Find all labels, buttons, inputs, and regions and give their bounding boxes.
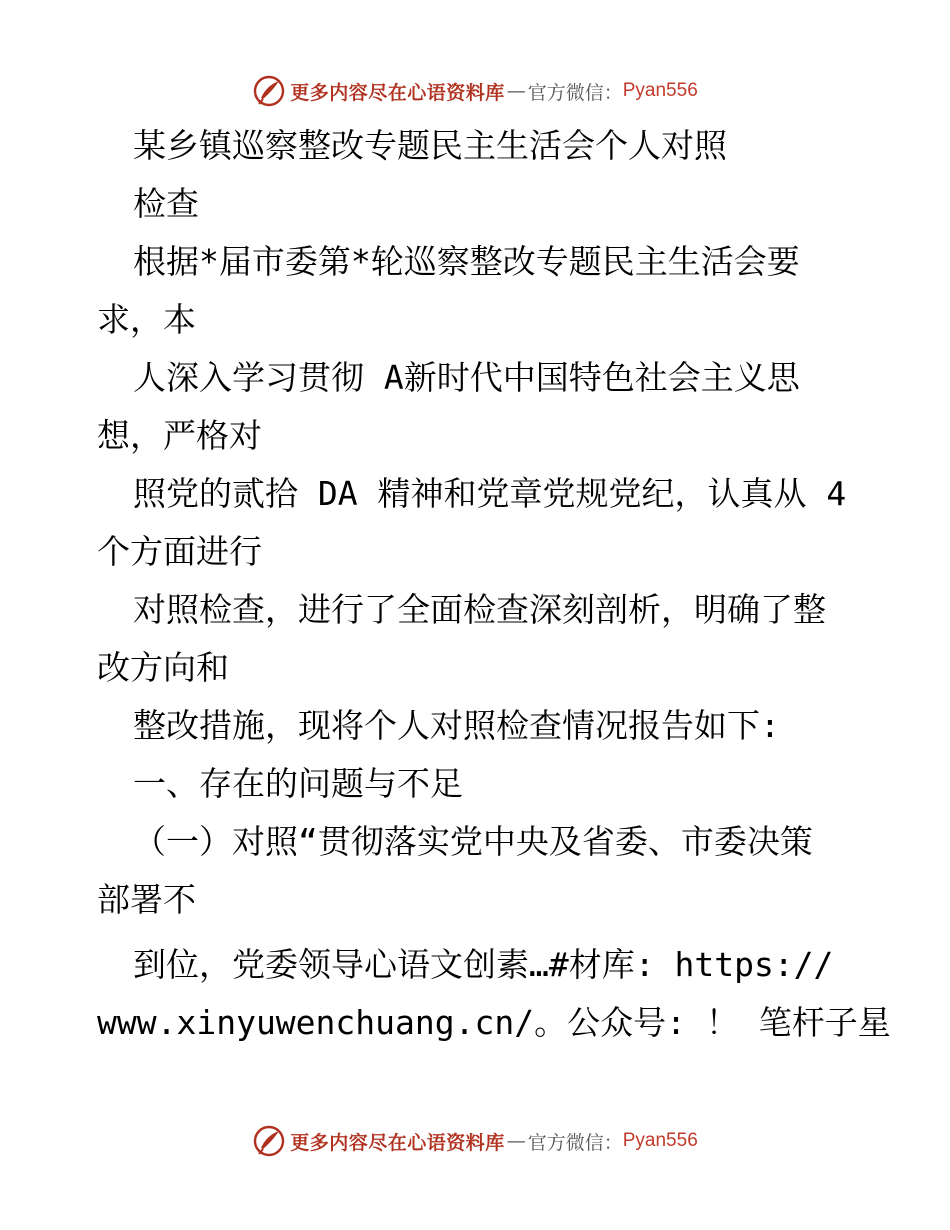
paragraph-line: 到位，党委领导心语文创素…#材库: https:// xyxy=(133,945,834,984)
paragraph-line: www.xinyuwenchuang.cn/。公众号: ！ 笔杆子星 xyxy=(97,1003,891,1042)
banner-wechat-label: 官方微信： xyxy=(527,1131,623,1154)
quill-logo-icon xyxy=(252,74,286,108)
quill-logo-icon xyxy=(252,1124,286,1158)
paragraph-line: 人深入学习贯彻 A新时代中国特色社会主义思 xyxy=(133,358,800,397)
section-heading: 一、存在的问题与不足 xyxy=(133,764,463,803)
paragraph-line: 改方向和 xyxy=(97,648,229,687)
paragraph-line: 个方面进行 xyxy=(97,532,262,571)
footer-watermark-banner xyxy=(0,1121,950,1161)
paragraph-line: 照党的贰拾 DA 精神和党章党规党纪，认真从 4 xyxy=(133,474,847,513)
paragraph-line: 对照检查，进行了全面检查深刻剖析，明确了整 xyxy=(133,590,826,629)
paragraph-line: 想，严格对 xyxy=(97,416,262,455)
paragraph-line: 求，本 xyxy=(97,300,196,339)
banner-dash: — xyxy=(506,1130,526,1152)
paragraph-line: 整改措施，现将个人对照检查情况报告如下: xyxy=(133,706,780,745)
doc-title-line-1: 某乡镇巡察整改专题民主生活会个人对照 xyxy=(133,126,727,165)
banner-wechat-id: Pyan556 xyxy=(622,80,698,101)
header-watermark-banner xyxy=(0,71,950,111)
banner-dash: — xyxy=(506,80,526,102)
doc-title-line-2: 检查 xyxy=(133,184,199,223)
paragraph-line: 根据*届市委第*轮巡察整改专题民主生活会要 xyxy=(133,242,800,281)
subsection-heading-line: （一）对照“贯彻落实党中央及省委、市委决策 xyxy=(133,822,813,861)
banner-wechat-label: 官方微信： xyxy=(527,81,623,104)
banner-title: 更多内容尽在心语资料库 xyxy=(290,1131,505,1154)
banner-wechat-id: Pyan556 xyxy=(622,1130,698,1151)
banner-title: 更多内容尽在心语资料库 xyxy=(290,81,505,104)
subsection-heading-line: 部署不 xyxy=(97,880,196,919)
